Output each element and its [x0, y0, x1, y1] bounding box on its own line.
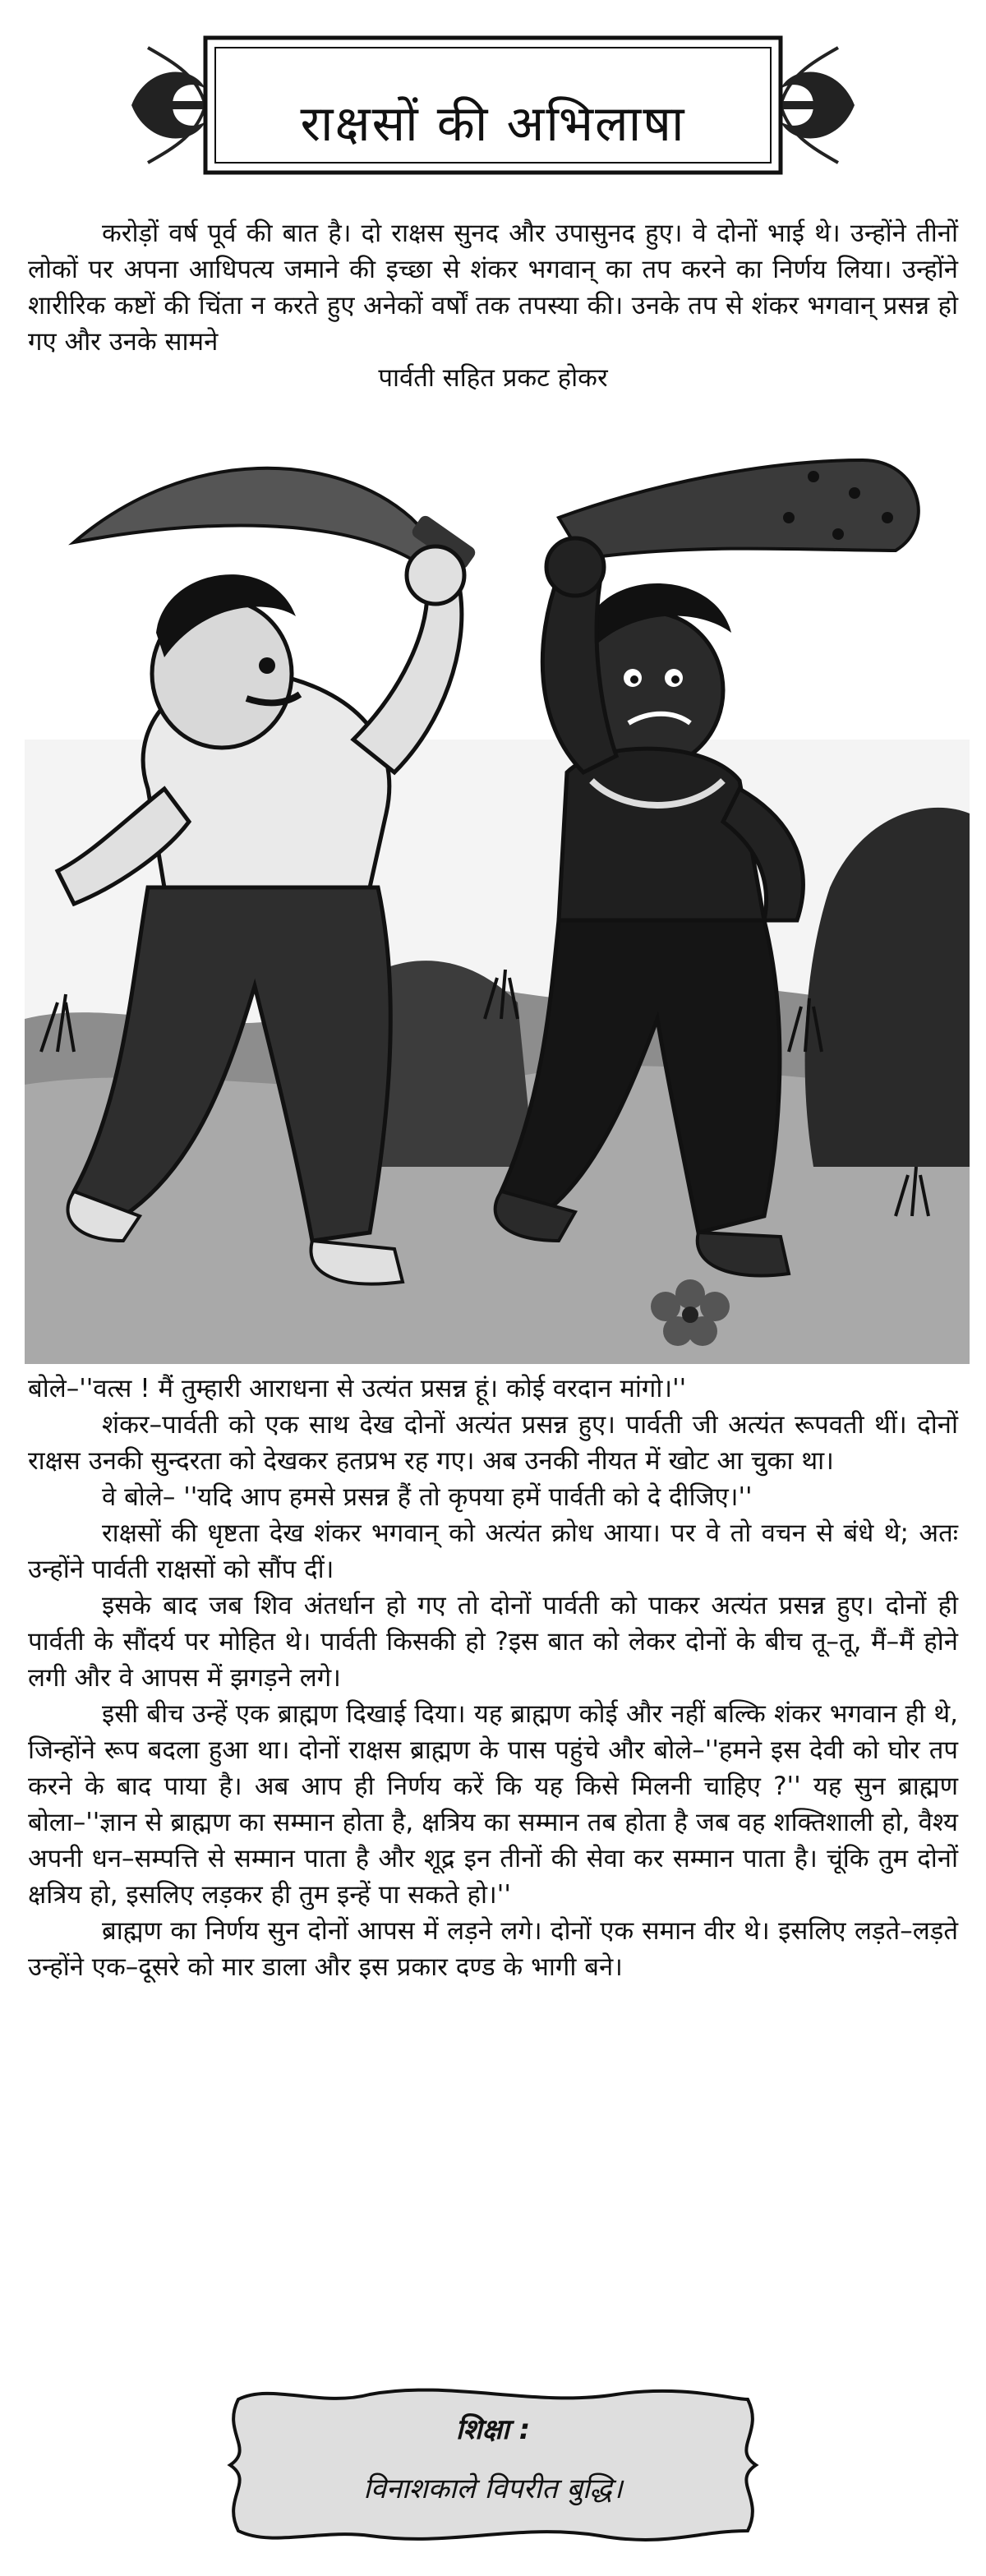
moral-text: विनाशकाले विपरीत बुद्धि। — [363, 2472, 623, 2505]
moral-scroll-frame — [205, 2383, 781, 2547]
intro-text — [28, 215, 958, 396]
story-title: राक्षसों की अभिलाषा — [300, 95, 686, 153]
moral-box — [205, 2383, 781, 2547]
title-banner — [115, 31, 871, 179]
story-paragraph: इसी बीच उन्हें एक ब्राह्मण दिखाई दिया। यह ब्राह्मण कोई और नहीं बल्कि शंकर भगवान ही थे, जिन्होंने रूप बदला हुआ था। दोनों राक्षस ब्राह्मण के पास पहुंचे और बोले–''हमने इस देवी को घोर तप करने के बाद पाया है। अब आप ही निर्णय करें कि यह किसे मिलनी चाहिए ?'' यह सुन ब्राह्मण बोला–''ज्ञान से ब्राह्मण का सम्मान होता है, क्षत्रिय का सम्मान तब होता है जब वह शक्तिशाली हो, वैश्य अपनी धन–सम्पत्ति से सम्मान पाता है और शूद्र इन तीनों की सेवा कर सम्मान पाता है। चूंकि तुम दोनों क्षत्रिय हो, इसलिए लड़कर ही तुम इन्हें पा सकते हो।'' — [28, 1699, 958, 1910]
intro-continuation: पार्वती सहित प्रकट होकर — [378, 363, 608, 393]
story-paragraph: इसके बाद जब शिव अंतर्धान हो गए तो दोनों पार्वती को पाकर अत्यंत प्रसन्न हुए। दोनों ही पार्वती के सौंदर्य पर मोहित थे। पार्वती किसकी हो ?इस बात को लेकर दोनों के बीच तू–तू, मैं–मैं होने लगी और वे आपस में झगड़ने लगे। — [28, 1591, 958, 1693]
moral-label: शिक्षा : — [455, 2413, 531, 2446]
story-paragraph: राक्षसों की धृष्टता देख शंकर भगवान् को अत्यंत क्रोध आया। पर वे तो वचन से बंधे थे; अतः उन्होंने पार्वती राक्षसों को सौंप दीं। — [28, 1518, 958, 1584]
story-paragraph: ब्राह्मण का निर्णय सुन दोनों आपस में लड़ने लगे। दोनों एक समान वीर थे। इसलिए लड़ते–लड़ते उन्होंने एक–दूसरे को मार डाला और इस प्रकार दण्ड के भागी बने। — [28, 1916, 958, 1982]
story-text — [28, 1371, 958, 1985]
story-paragraph: वे बोले– ''यदि आप हमसे प्रसन्न हैं तो कृपया हमें पार्वती को दे दीजिए।'' — [102, 1482, 753, 1512]
demons-fighting-illustration — [25, 427, 970, 1364]
intro-paragraph: करोड़ों वर्ष पूर्व की बात है। दो राक्षस सुनद और उपासुनद हुए। वे दोनों भाई थे। उन्होंने तीनों लोकों पर अपना आधिपत्य जमाने की इच्छा से शंकर भगवान् का तप करने का निर्णय लिया। उन्होंने शारीरिक कष्टों की चिंता न करते हुए अनेकों वर्षों तक तपस्या की। उनके तप से शंकर भगवान् प्रसन्न हो गए और उनके सामने — [28, 219, 958, 357]
story-paragraph: शंकर–पार्वती को एक साथ देख दोनों अत्यंत प्रसन्न हुए। पार्वती जी अत्यंत रूपवती थीं। दोनों राक्षस उनकी सुन्दरता को देखकर हतप्रभ रह गए। अब उनकी नीयत में खोट आ चुका था। — [28, 1410, 958, 1476]
story-paragraph: बोले–''वत्स ! मैं तुम्हारी आराधना से उत्यंत प्रसन्न हूं। कोई वरदान मांगो।'' — [28, 1374, 687, 1403]
